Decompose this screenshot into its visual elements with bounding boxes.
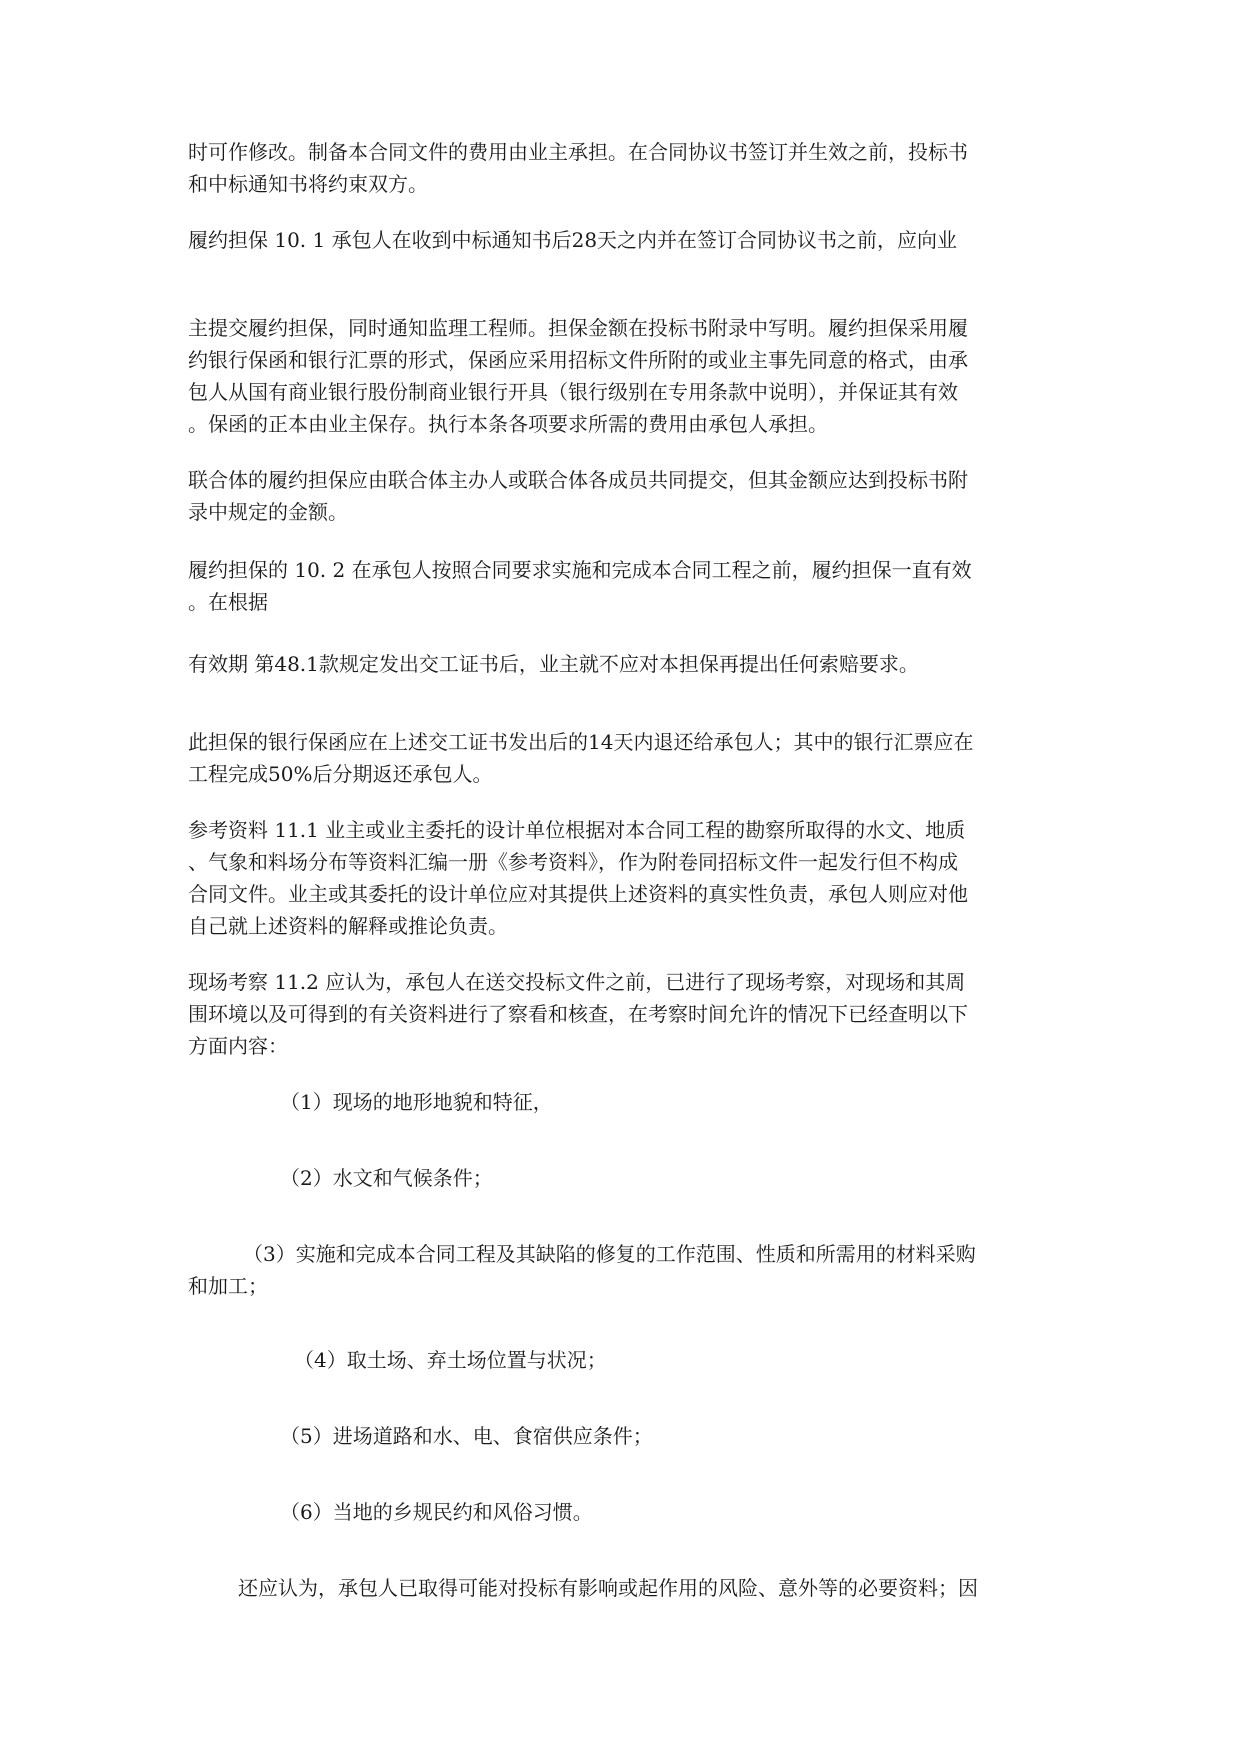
text-line: 录中规定的金额。 [188,500,348,524]
text-line: 、气象和料场分布等资料汇编一册《参考资料》，作为附卷同招标文件一起发行但不构成 [188,850,958,874]
text-line: 合同文件。业主或其委托的设计单位应对其提供上述资料的真实性负责，承包人则应对他 [188,882,968,906]
text-line: 联合体的履约担保应由联合体主办人或联合体各成员共同提交，但其金额应达到投标书附 [188,468,968,492]
text-line: 方面内容： [188,1034,288,1058]
text-line: 现场考察 11.2 应认为，承包人在送交投标文件之前，已进行了现场考察，对现场和其周 [188,970,966,994]
text-line: 约银行保函和银行汇票的形式，保函应采用招标文件所附的或业主事先同意的格式，由承 [188,348,968,372]
text-line: （2）水文和气候条件； [280,1166,493,1190]
text-line: 履约担保 10. 1 承包人在收到中标通知书后28天之内并在签订合同协议书之前，应向业 [188,228,958,252]
paragraph-reference-materials-11-1 [188,814,1060,942]
paragraph-performance-bond-10-1 [188,224,1060,256]
text-line: 围环境以及可得到的有关资料进行了察看和核查，在考察时间允许的情况下已经查明以下 [188,1002,968,1026]
text-line: （6）当地的乡规民约和风俗习惯。 [280,1500,593,1524]
paragraph-validity-period [188,648,1060,680]
text-line: 和中标通知书将约束双方。 [188,172,428,196]
paragraph-bond-return [188,726,1060,790]
text-line: 工程完成50%后分期返还承包人。 [188,762,493,786]
text-line: 时可作修改。制备本合同文件的费用由业主承担。在合同协议书签订并生效之前，投标书 [188,140,968,164]
text-line: 此担保的银行保函应在上述交工证书发出后的14天内退还给承包人；其中的银行汇票应在 [188,730,974,754]
text-line: （1）现场的地形地貌和特征， [280,1090,553,1114]
text-line: 主提交履约担保，同时通知监理工程师。担保金额在投标书附录中写明。履约担保采用履 [188,316,968,340]
text-line: 自己就上述资料的解释或推论负责。 [188,914,508,938]
text-line: 和加工； [188,1274,268,1298]
text-line: 。在根据 [188,590,268,614]
list-item-1 [280,1086,1060,1118]
text-line: 履约担保的 10. 2 在承包人按照合同要求实施和完成本合同工程之前，履约担保一直有效 [188,558,972,582]
text-line: （5）进场道路和水、电、食宿供应条件； [280,1424,653,1448]
paragraph-bond-validity-10-2 [188,554,1060,618]
paragraph-joint-venture-bond [188,464,1060,528]
paragraph-risk-information [238,1572,1060,1604]
list-item-6 [280,1496,1060,1528]
list-item-3 [188,1238,1060,1302]
text-line: 包人从国有商业银行股份制商业银行开具（银行级别在专用条款中说明），并保证其有效 [188,380,958,404]
text-line: 还应认为，承包人已取得可能对投标有影响或起作用的风险、意外等的必要资料；因 [238,1576,978,1600]
list-item-5 [280,1420,1060,1452]
text-line: （4）取土场、弃土场位置与状况； [294,1348,607,1372]
text-line: 参考资料 11.1 业主或业主委托的设计单位根据对本合同工程的勘察所取得的水文、地质 [188,818,966,842]
list-item-4 [294,1344,1060,1376]
paragraph-site-inspection-11-2 [188,966,1060,1062]
text-line: 有效期 第48.1款规定发出交工证书后，业主就不应对本担保再提出任何索赔要求。 [188,652,919,676]
text-line: 。保函的正本由业主保存。执行本条各项要求所需的费用由承包人承担。 [188,412,828,436]
list-item-2 [280,1162,1060,1194]
text-line: （3）实施和完成本合同工程及其缺陷的修复的工作范围、性质和所需用的材料采购 [243,1242,976,1266]
paragraph-contract-cost [188,136,1060,200]
paragraph-bond-submission [188,312,1060,440]
